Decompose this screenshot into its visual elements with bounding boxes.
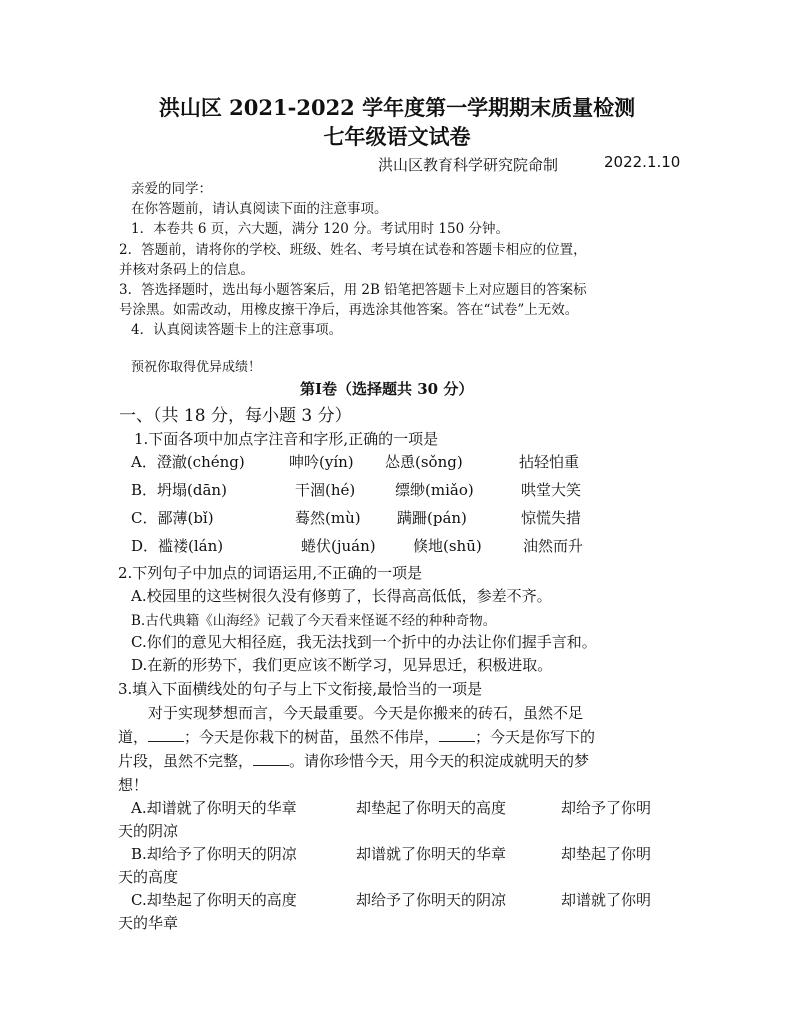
- section1-heading: 一、（共 18 分，每小题 3 分）: [119, 406, 352, 426]
- q3-c-1: C.却垫起了你明天的高度: [131, 891, 297, 909]
- q1-b-3: 缥缈(miǎo): [395, 481, 474, 499]
- q3-a-4: 天的阴凉: [118, 822, 179, 840]
- q1-d-1: D．褴褛(lán): [131, 537, 224, 555]
- q2-option-d: D.在新的形势下，我们更应该不断学习，见异思迁，积极进取。: [131, 656, 553, 674]
- q1-d-2: 蜷伏(juán): [301, 537, 376, 555]
- q2-option-a: A.校园里的这些树很久没有修剪了，长得高高低低，参差不齐。: [131, 587, 552, 605]
- notice-item-3: 3．答选择题时，选出每小题答案后，用 2B 铅笔把答题卡上对应题目的答案标: [119, 282, 587, 298]
- q3-passage-seg: ；今天是你写下的: [475, 728, 596, 746]
- q3-passage-seg: 道，: [118, 728, 149, 746]
- q3-passage-seg: 。请你珍惜今天，用今天的积淀成就明天的梦: [289, 752, 590, 770]
- notice-item-2: 2．答题前，请将你的学校、班级、姓名、考号填在试卷和答题卡相应的位置，: [119, 242, 587, 258]
- q3-blank-1: [148, 727, 184, 742]
- notice-greeting: 亲爱的同学：: [131, 181, 212, 197]
- q3-blank-3: [253, 751, 289, 766]
- q1-c-3: 蹒跚(pán): [397, 509, 467, 527]
- q2-option-b: B.古代典籍《山海经》记载了今天看来怪诞不经的种种奇物。: [131, 613, 497, 629]
- q1-c-1: C．鄙薄(bǐ): [131, 509, 214, 527]
- exam-issuer: 洪山区教育科学研究院命制: [378, 156, 559, 174]
- q3-a-2: 却垫起了你明天的高度: [356, 799, 507, 817]
- q3-c-3: 却谱就了你明: [561, 891, 652, 909]
- q3-a-3: 却给予了你明: [561, 799, 652, 817]
- q1-d-3: 倏地(shū): [413, 537, 482, 555]
- q3-passage-seg: ；今天是你栽下的树苗，虽然不伟岸，: [184, 728, 440, 746]
- exam-date: 2022.1.10: [604, 153, 681, 171]
- q3-passage-line-1: 对于实现梦想而言，今天最重要。今天是你搬来的砖石，虽然不足: [148, 704, 584, 722]
- q1-a-2: 呻吟(yín): [289, 453, 354, 471]
- q3-c-4: 天的华章: [118, 914, 179, 932]
- q3-passage-seg: 片段，虽然不完整，: [118, 752, 254, 770]
- q3-b-1: B.却给予了你明天的阴凉: [131, 845, 297, 863]
- notice-intro: 在你答题前，请认真阅读下面的注意事项。: [131, 201, 388, 217]
- notice-item-1: 1．本卷共 6 页，六大题，满分 120 分。考试用时 150 分钟。: [131, 221, 509, 237]
- q1-b-4: 哄堂大笑: [521, 481, 582, 499]
- q3-stem: 3.填入下面横线处的句子与上下文衔接,最恰当的一项是: [118, 680, 483, 698]
- q3-a-1: A.却谱就了你明天的华章: [131, 799, 297, 817]
- q2-option-c: C.你们的意见大相径庭，我无法找到一个折中的办法让你们握手言和。: [131, 633, 597, 651]
- q3-passage-line-2: [118, 726, 595, 747]
- q1-a-3: 怂恿(sǒng): [385, 453, 463, 471]
- part1-heading: 第Ⅰ卷（选择题共 30 分）: [300, 380, 474, 398]
- q1-a-4: 拈轻怕重: [519, 453, 580, 471]
- q3-passage-line-3: [118, 750, 589, 771]
- notice-item-4: 4．认真阅读答题卡上的注意事项。: [131, 322, 343, 338]
- q1-a-1: A．澄澈(chéng): [131, 453, 245, 471]
- q1-c-4: 惊慌失措: [521, 509, 582, 527]
- exam-title: 洪山区 2021-2022 学年度第一学期期末质量检测: [158, 95, 636, 120]
- q1-b-2: 干涸(hé): [295, 481, 356, 499]
- notice-wish: 预祝你取得优异成绩！: [131, 360, 262, 375]
- q3-b-3: 却垫起了你明: [561, 845, 652, 863]
- notice-item-2-cont: 并核对条码上的信息。: [119, 262, 254, 278]
- notice-item-3-cont: 号涂黑。如需改动，用橡皮擦干净后，再选涂其他答案。答在“试卷”上无效。: [119, 302, 579, 318]
- q1-c-2: 蓦然(mù): [295, 509, 361, 527]
- q3-c-2: 却给予了你明天的阴凉: [356, 891, 507, 909]
- q1-d-4: 油然而升: [523, 537, 584, 555]
- q3-b-2: 却谱就了你明天的华章: [356, 845, 507, 863]
- q3-blank-2: [439, 727, 475, 742]
- q1-b-1: B．坍塌(dān): [131, 481, 227, 499]
- exam-subtitle: 七年级语文试卷: [323, 124, 471, 149]
- q1-stem: 1.下面各项中加点字注音和字形,正确的一项是: [134, 430, 439, 448]
- q2-stem: 2.下列句子中加点的词语运用,不正确的一项是: [118, 564, 423, 582]
- q3-b-4: 天的高度: [118, 868, 179, 886]
- q3-passage-line-4: 想！: [118, 776, 149, 794]
